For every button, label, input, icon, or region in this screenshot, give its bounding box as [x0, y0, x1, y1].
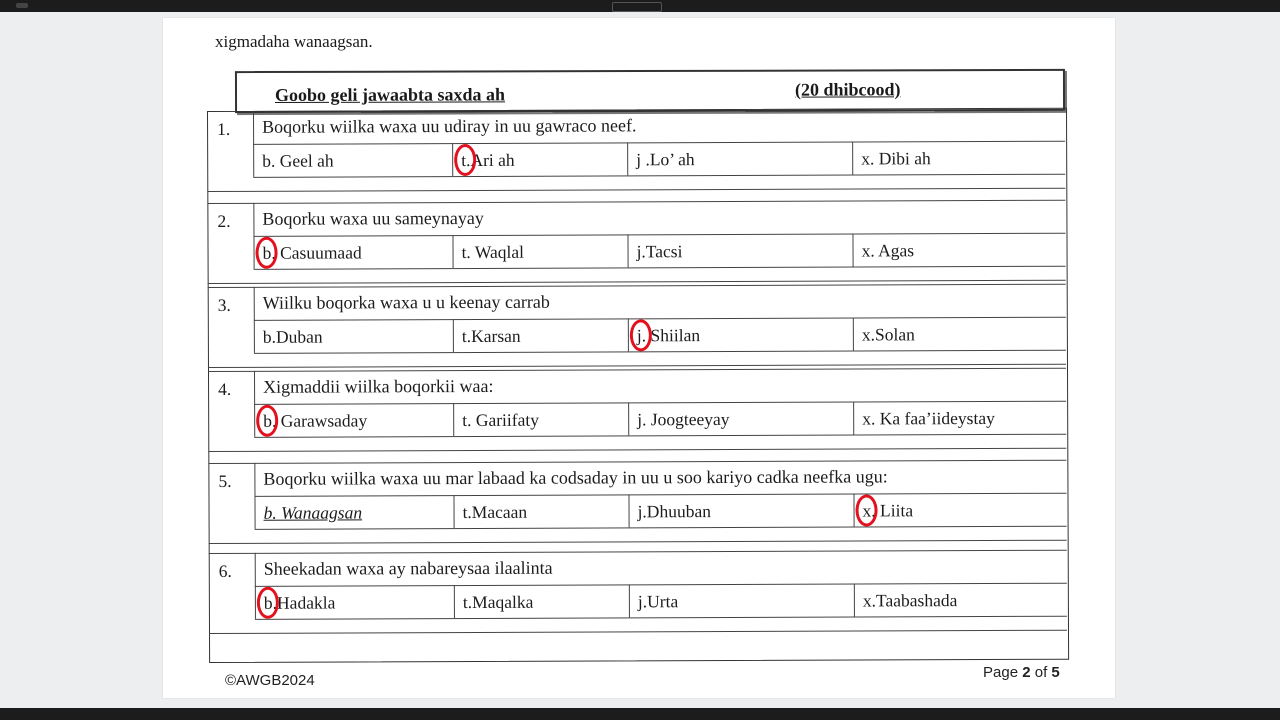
option-t: t.Ari ah	[461, 149, 515, 171]
option-x: x. Liita	[862, 500, 914, 521]
copyright-text: ©AWGB2024	[225, 672, 315, 689]
option-divider	[852, 234, 853, 267]
question-rule	[253, 141, 1065, 145]
question-block	[208, 284, 1066, 369]
option-j: j.Urta	[637, 591, 679, 612]
number-divider	[253, 111, 254, 177]
option-divider	[852, 142, 853, 175]
page-number	[983, 664, 1060, 681]
question-text: Wiilku boqorka waxa u u keenay carrab	[262, 291, 550, 313]
option-divider	[854, 584, 855, 617]
page-of-label: of	[1034, 664, 1048, 681]
question-block	[208, 460, 1066, 545]
document-page	[163, 18, 1115, 698]
answer-circle-mark	[630, 319, 652, 351]
option-divider	[853, 402, 854, 435]
question-number: 2.	[217, 210, 231, 231]
option-divider	[853, 318, 854, 351]
option-divider	[452, 235, 453, 268]
question-text: Boqorku waxa uu sameynayay	[262, 207, 484, 229]
option-j: j. Shiilan	[636, 325, 701, 346]
option-divider	[853, 494, 854, 527]
option-divider	[453, 403, 454, 436]
options-rule	[255, 526, 1067, 530]
option-divider	[628, 318, 629, 351]
question-block	[208, 368, 1066, 453]
options-rule	[254, 266, 1066, 270]
section-header-box	[235, 69, 1065, 113]
question-block	[209, 550, 1067, 635]
option-divider	[627, 234, 628, 267]
window-control-icon[interactable]	[16, 3, 28, 8]
question-rule	[254, 317, 1066, 321]
option-divider	[452, 143, 453, 176]
question-text: Boqorku wiilka waxa uu mar labaad ka codsaday in uu u soo kariyo cadka neefka ugu:	[263, 466, 888, 489]
viewer-top-bar	[0, 0, 1280, 12]
options-rule	[255, 616, 1067, 620]
question-text: Xigmaddii wiilka boqorkii waa:	[263, 375, 494, 397]
option-x: x. Dibi ah	[861, 148, 931, 169]
intro-text: xigmadaha wanaagsan.	[215, 32, 373, 51]
toolbar-tab[interactable]	[612, 2, 662, 12]
number-divider	[254, 371, 255, 437]
page-current: 2	[1022, 664, 1031, 681]
option-divider	[453, 319, 454, 352]
option-b: b.Duban	[262, 326, 323, 347]
option-x: x. Agas	[861, 240, 915, 261]
option-t: t.Maqalka	[462, 591, 534, 613]
question-number: 5.	[218, 470, 232, 491]
question-number: 1.	[217, 118, 231, 139]
question-block	[207, 200, 1065, 285]
option-divider	[628, 494, 629, 527]
answer-circle-mark	[255, 237, 277, 269]
question-rule	[253, 233, 1065, 237]
section-points: (20 dhibcood)	[794, 79, 901, 100]
option-x: x. Ka faa’iideystay	[862, 407, 995, 429]
viewer-bottom-bar	[0, 708, 1280, 720]
question-number: 3.	[217, 294, 231, 315]
option-b: b. Garawsaday	[263, 410, 368, 431]
options-rule	[254, 434, 1066, 438]
question-number: 4.	[218, 378, 232, 399]
number-divider	[254, 463, 255, 529]
question-text: Sheekadan waxa ay nabareysaa ilaalinta	[263, 557, 553, 579]
question-rule	[254, 493, 1066, 497]
question-rule	[254, 401, 1066, 405]
option-x: x.Solan	[861, 324, 915, 345]
options-rule	[253, 174, 1065, 178]
option-divider	[453, 495, 454, 528]
number-divider	[253, 203, 254, 269]
page-total: 5	[1051, 664, 1060, 681]
question-number: 6.	[218, 560, 232, 581]
answer-circle-mark	[855, 494, 877, 526]
option-t: t. Waqlal	[461, 241, 525, 263]
question-rule	[255, 583, 1067, 587]
option-j: j.Tacsi	[636, 241, 683, 262]
option-b: b. Geel ah	[262, 150, 334, 171]
option-divider	[627, 142, 628, 175]
option-t: t.Macaan	[462, 501, 528, 523]
number-divider	[254, 287, 255, 353]
questions-table	[207, 108, 1069, 663]
page-label: Page	[983, 664, 1019, 681]
option-divider	[454, 585, 455, 618]
option-divider	[629, 584, 630, 617]
answer-circle-mark	[256, 405, 278, 437]
option-b: b. Casuumaad	[262, 242, 362, 263]
option-t: t.Karsan	[461, 325, 521, 347]
options-rule	[254, 350, 1066, 354]
number-divider	[255, 553, 256, 619]
option-t: t. Gariifaty	[462, 409, 540, 431]
option-j: j.Dhuuban	[637, 501, 711, 522]
option-divider	[628, 402, 629, 435]
answer-circle-mark	[257, 587, 279, 619]
option-x: x.Taabashada	[862, 590, 958, 611]
option-j: j. Joogteeyay	[637, 408, 730, 430]
question-text: Boqorku wiilka waxa uu udiray in uu gawraco neef.	[262, 115, 637, 137]
option-b: b. Wanaagsan	[263, 502, 363, 523]
answer-circle-mark	[454, 144, 476, 176]
option-j: j .Lo’ ah	[636, 149, 695, 170]
option-b: b.Hadakla	[263, 592, 336, 613]
question-block	[207, 108, 1065, 193]
section-title: Goobo geli jawaabta saxda ah	[274, 84, 506, 105]
